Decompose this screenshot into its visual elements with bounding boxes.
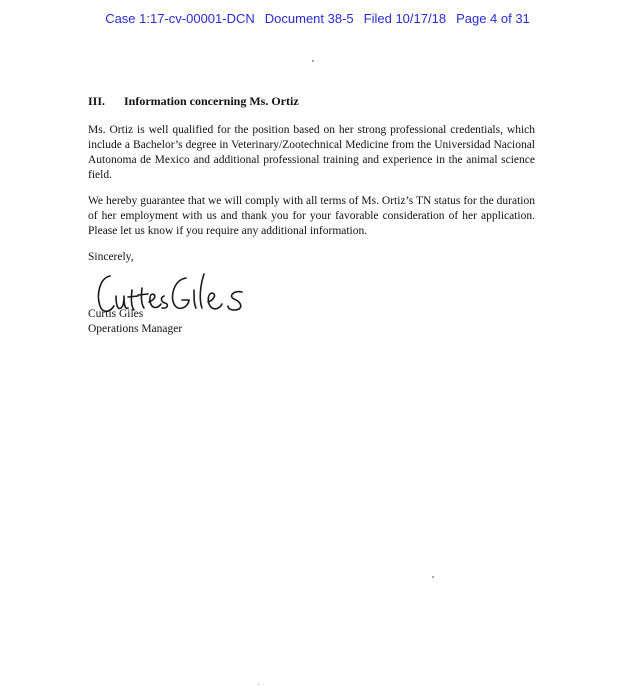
page-number: Page 4 of 31: [456, 11, 530, 26]
section-heading: [88, 94, 299, 109]
section-title: Information concerning Ms. Ortiz: [124, 94, 299, 108]
paragraph-guarantee: We hereby guarantee that we will comply with all terms of Ms. Ortiz’s TN status for the duration of her employment with us and thank you for your favorable consideration of her application. Please let us know if you require any additional information.: [88, 195, 535, 237]
scan-speck: [258, 684, 259, 685]
signer-name: Curtis Giles: [88, 308, 144, 320]
signer-title: Operations Manager: [88, 323, 183, 335]
case-number: Case 1:17-cv-00001-DCN: [105, 11, 255, 26]
case-header: [0, 11, 635, 26]
scan-speck: [432, 576, 434, 578]
paragraph-qualifications: Ms. Ortiz is well qualified for the position based on her strong professional credentials, which include a Bachelor’s degree in Veterinary/Zootechnical Medicine from the Universidad Nacional Autonoma de Mexico and additional professional training and experience in the animal science field.: [88, 124, 535, 181]
scan-speck: [312, 60, 314, 62]
filed-date: Filed 10/17/18: [363, 11, 447, 26]
document-number: Document 38-5: [264, 11, 354, 26]
closing-salutation: Sincerely,: [88, 251, 134, 263]
section-number: III.: [88, 94, 106, 108]
